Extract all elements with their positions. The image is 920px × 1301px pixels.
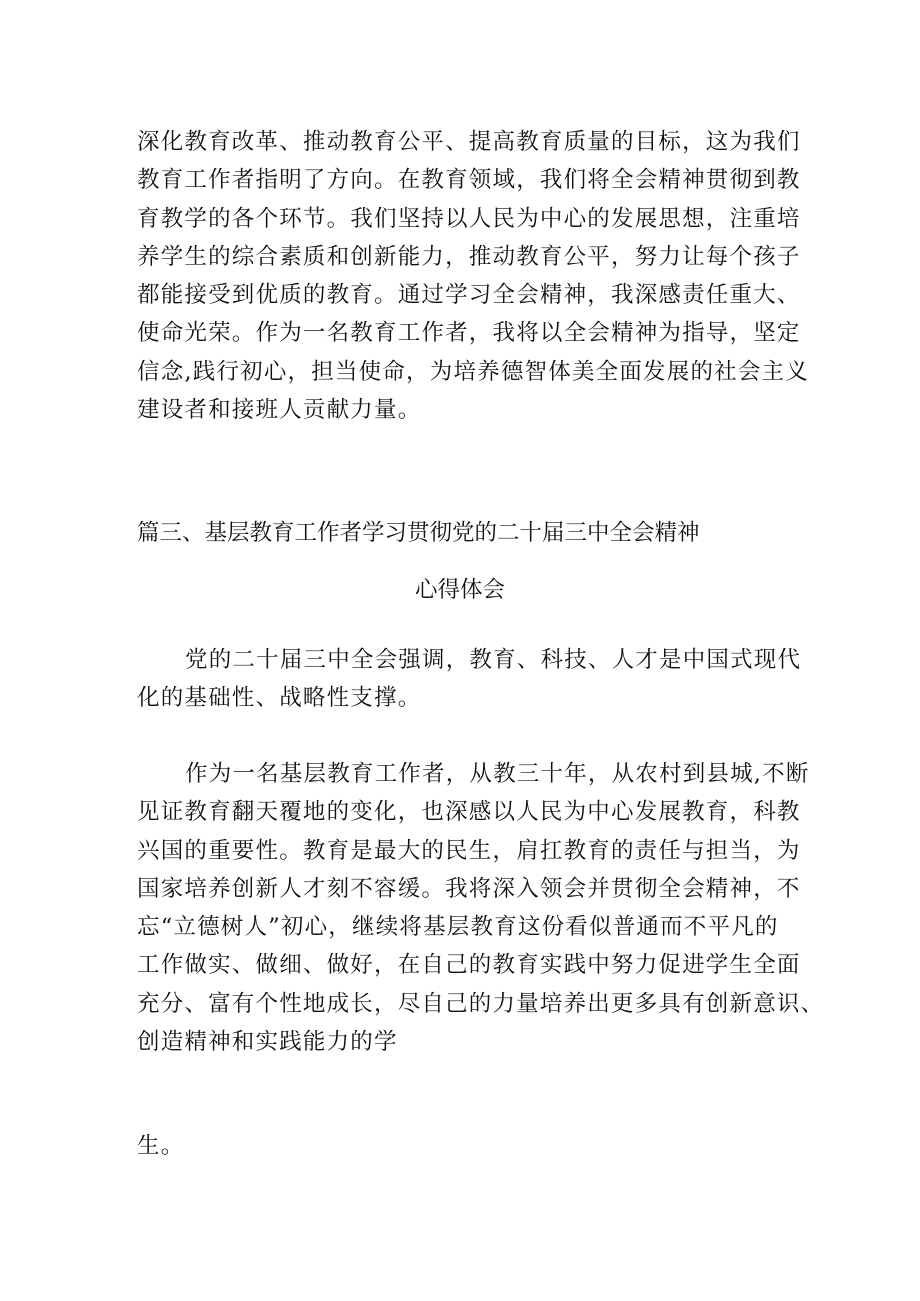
paragraph-line-text: 作为一名基层教育工作者，从教三十年，从农村到县城,不断: [185, 761, 810, 787]
paragraph-line: 充分、富有个性地成长，尽自己的力量培养出更多具有创新意识、: [137, 990, 825, 1017]
paragraph-1: [137, 123, 809, 429]
paragraph-line: 教育工作者指明了方向。在教育领域，我们将全会精神贯彻到教: [137, 167, 801, 194]
paragraph-line: 兴国的重要性。教育是最大的民生，肩扛教育的责任与担当，为: [137, 837, 801, 864]
paragraph-line: [137, 755, 810, 793]
paragraph-line: 见证教育翻天覆地的变化，也深感以人民为中心发展教育，科教: [137, 799, 801, 826]
paragraph-line: 忘“立德树人”初心，继续将基层教育这份看似普通而不平凡的: [137, 914, 779, 941]
paragraph-line: 国家培养创新人才刻不容缓。我将深入领会并贯彻全会精神，不: [137, 875, 801, 902]
paragraph-line: 养学生的综合素质和创新能力，推动教育公平，努力让每个孩子: [137, 243, 801, 270]
paragraph-3-tail: 生。: [137, 1133, 185, 1159]
paragraph-line: 使命光荣。作为一名教育工作者，我将以全会精神为指导，坚定: [137, 320, 801, 347]
paragraph-3: [137, 755, 825, 1061]
paragraph-line: 都能接受到优质的教育。通过学习全会精神，我深感责任重大、: [137, 282, 801, 309]
paragraph-line-text: 党的二十届三中全会强调，教育、科技、人才是中国式现代: [185, 647, 802, 673]
paragraph-line: 深化教育改革、推动教育公平、提高教育质量的目标，这为我们: [137, 129, 801, 155]
paragraph-line: 信念,践行初心，担当使命，为培养德智体美全面发展的社会主义: [137, 358, 809, 385]
paragraph-line: [137, 641, 802, 679]
paragraph-line: 创造精神和实践能力的学: [137, 1029, 398, 1056]
section-title: 篇三、基层教育工作者学习贯彻党的二十届三中全会精神: [137, 520, 700, 546]
paragraph-line: 化的基础性、战略性支撑。: [137, 685, 422, 712]
section-title-continued: 心得体会: [415, 577, 506, 603]
paragraph-line: 育教学的各个环节。我们坚持以人民为中心的发展思想，注重培: [137, 205, 801, 232]
paragraph-line: 工作做实、做细、做好，在自己的教育实践中努力促进学生全面: [137, 952, 801, 979]
paragraph-2: [137, 641, 802, 718]
paragraph-line: 建设者和接班人贡献力量。: [137, 397, 422, 424]
